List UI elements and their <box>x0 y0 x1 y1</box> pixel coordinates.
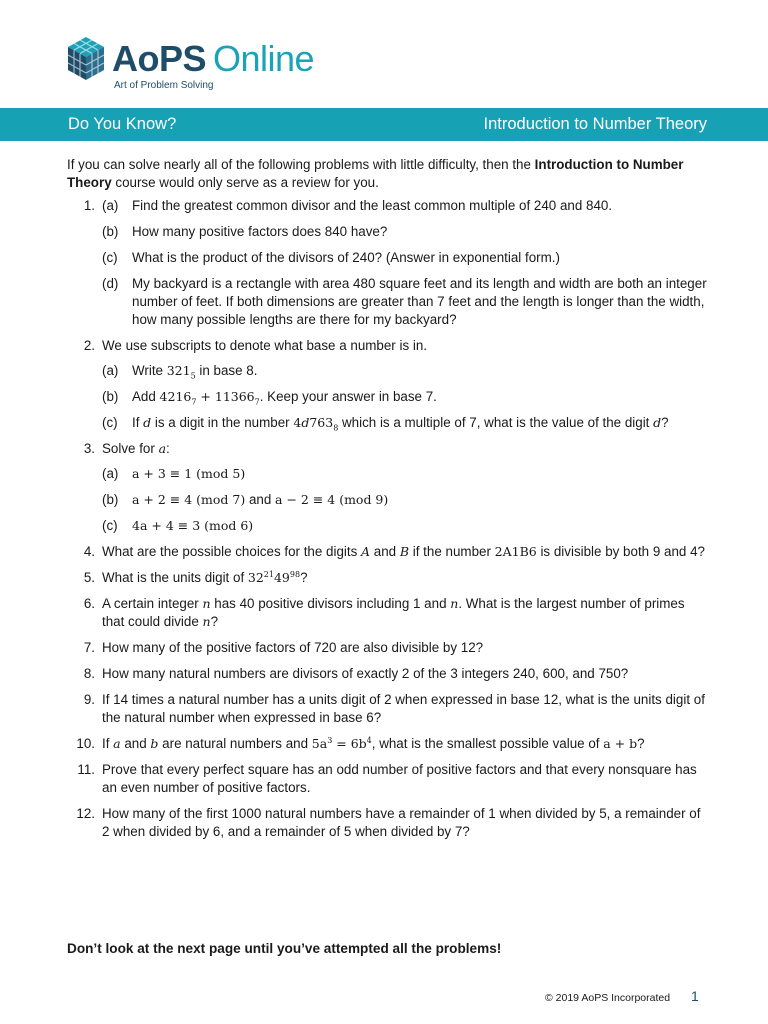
math-number: 2A1B6 <box>494 544 537 559</box>
problem-number: 9. <box>83 692 95 707</box>
subproblem-label: (b) <box>102 389 119 404</box>
subproblem-2b <box>102 388 707 406</box>
base-subscript: 5 <box>190 371 196 381</box>
math-variable: n <box>202 596 211 611</box>
math-term: 5a <box>311 736 328 751</box>
aops-cube-icon <box>66 36 106 82</box>
math-variable: b <box>150 736 159 751</box>
math-term: = 6b <box>332 736 367 751</box>
operator: + <box>196 389 215 404</box>
text-fragment: is divisible by both 9 and 4? <box>536 544 705 559</box>
copyright: © 2019 AoPS Incorporated <box>545 992 671 1004</box>
problem-3 <box>67 440 707 535</box>
math-number <box>293 415 339 433</box>
problem-number: 7. <box>83 640 95 655</box>
problem-number: 6. <box>83 596 95 611</box>
text-fragment: which is a multiple of 7, what is the value of the digit <box>338 415 654 430</box>
text-fragment: Write <box>132 363 167 378</box>
text-fragment: are natural numbers and <box>158 736 312 751</box>
math-variable: n <box>202 614 211 629</box>
subproblem-text: What is the product of the divisors of 240? (Answer in exponential form.) <box>132 250 560 265</box>
math-expression: a + b <box>603 736 638 751</box>
digits: 4216 <box>159 389 192 404</box>
exponent: 3 <box>327 735 333 745</box>
text-fragment: if the number <box>409 544 495 559</box>
text-fragment: ? <box>210 614 219 629</box>
problem-4 <box>67 543 707 561</box>
text-fragment: : <box>166 441 170 456</box>
text-fragment: and <box>370 544 400 559</box>
banner-right-title: Introduction to Number Theory <box>483 115 707 133</box>
math-expression <box>248 570 300 585</box>
subproblem-3b <box>102 491 707 509</box>
digits: 4 <box>293 415 302 430</box>
brand-bold: AoPS <box>112 38 207 79</box>
subproblem-2a <box>102 362 707 380</box>
subproblem-label: (b) <box>102 492 119 507</box>
math-variable: n <box>450 596 459 611</box>
problem-1 <box>67 197 707 329</box>
subproblem-label: (a) <box>102 466 119 481</box>
subproblem-3c <box>102 517 707 535</box>
text-fragment: has 40 positive divisors including 1 and <box>210 596 451 611</box>
math-expression <box>159 389 260 407</box>
problem-number: 10. <box>76 736 95 751</box>
problem-11 <box>67 761 707 797</box>
text-fragment: What are the possible choices for the digits <box>102 544 362 559</box>
text-fragment: ? <box>637 736 645 751</box>
math-expression: a + 3 ≡ 1 (mod 5) <box>132 466 246 481</box>
brand-light: Online <box>213 38 315 79</box>
problem-text: How many of the positive factors of 720 are also divisible by 12? <box>102 640 484 655</box>
problem-text: We use subscripts to denote what base a number is in. <box>102 338 428 353</box>
subproblem-1a <box>102 197 707 215</box>
text-fragment: in base 8. <box>195 363 258 378</box>
text-fragment: If <box>132 415 144 430</box>
math-expression: 4a + 4 ≡ 3 (mod 6) <box>132 518 254 533</box>
subproblem-label: (a) <box>102 198 119 213</box>
digits: 763 <box>309 415 334 430</box>
subproblem-label: (c) <box>102 415 118 430</box>
subproblem-label: (b) <box>102 224 119 239</box>
problem-2 <box>67 337 707 432</box>
problem-9 <box>67 691 707 727</box>
text-fragment: Add <box>132 389 160 404</box>
subproblem-1d <box>102 275 707 329</box>
subproblem-label: (d) <box>102 276 119 291</box>
problem-6 <box>67 595 707 631</box>
banner-left-title: Do You Know? <box>68 115 177 133</box>
text-fragment: , what is the smallest possible value of <box>371 736 604 751</box>
math-expression: a + 2 ≡ 4 (mod 7) <box>132 492 246 507</box>
subproblem-list <box>102 465 707 535</box>
problem-7 <box>67 639 707 657</box>
text-fragment: ? <box>300 570 308 585</box>
page-number: 1 <box>691 988 699 1004</box>
warning-note: Don’t look at the next page until you’ve attempted all the problems! <box>67 941 502 956</box>
problem-text: Solve for <box>102 441 159 456</box>
subproblem-text: Find the greatest common divisor and the least common multiple of 240 and 840. <box>132 198 613 213</box>
problem-number: 12. <box>76 806 95 821</box>
math-variable: a <box>158 441 167 456</box>
text-fragment: . What is the largest number of primes that could divide <box>102 596 685 629</box>
title-banner <box>0 108 768 141</box>
math-variable: a <box>113 736 121 751</box>
text-fragment: and <box>120 736 151 751</box>
exponent: 21 <box>263 569 274 579</box>
math-variable: B <box>399 544 410 559</box>
text-fragment: A certain integer <box>102 596 203 611</box>
digits: 11366 <box>214 389 255 404</box>
base-subscript: 7 <box>191 397 197 407</box>
problem-text: How many of the first 1000 natural numbers have a remainder of 1 when divided by 5, a remainder of 2 when divided by 6, and a remainder of 5 when divided by 7? <box>102 806 701 839</box>
subproblem-list <box>102 197 707 329</box>
problem-number: 11. <box>77 762 95 777</box>
subproblem-list <box>102 362 707 432</box>
aops-logo <box>66 36 314 91</box>
problem-number: 3. <box>83 441 95 456</box>
problem-number: 4. <box>83 544 95 559</box>
brand-tagline: Art of Problem Solving <box>114 80 214 91</box>
math-variable: A <box>361 544 371 559</box>
text-fragment: is a digit in the number <box>151 415 294 430</box>
problem-8 <box>67 665 707 683</box>
brand-name <box>112 39 314 79</box>
text-fragment: What is the units digit of <box>102 570 248 585</box>
problem-number: 2. <box>83 338 95 353</box>
problem-text: If 14 times a natural number has a units digit of 2 when expressed in base 12, what is the units digit of the natural number when expressed in base 6? <box>102 692 705 725</box>
digits: 32 <box>247 570 264 585</box>
problem-text: Prove that every perfect square has an odd number of positive factors and that every nonsquare has an even number of positive factors. <box>102 762 697 795</box>
problem-list <box>67 197 707 841</box>
problem-12 <box>67 805 707 841</box>
intro-paragraph <box>67 156 707 192</box>
subproblem-label: (a) <box>102 363 119 378</box>
math-equation <box>312 736 372 751</box>
exponent: 4 <box>366 735 372 745</box>
math-expression: a − 2 ≡ 4 (mod 9) <box>275 492 389 507</box>
digits: 49 <box>273 570 290 585</box>
problem-5 <box>67 569 707 587</box>
text-fragment: ? <box>661 415 669 430</box>
exponent: 98 <box>289 569 301 579</box>
math-variable: d <box>653 415 662 430</box>
problem-text: How many natural numbers are divisors of exactly 2 of the 3 integers 240, 600, and 750? <box>102 666 629 681</box>
problem-10 <box>67 735 707 753</box>
subproblem-1b <box>102 223 707 241</box>
intro-text: If you can solve nearly all of the following problems with little difficulty, then the <box>67 157 535 172</box>
math-number <box>166 363 196 381</box>
math-variable: d <box>143 415 152 430</box>
text-fragment: . Keep your answer in base 7. <box>259 389 437 404</box>
digits: 321 <box>166 363 191 378</box>
problem-number: 1. <box>83 198 95 213</box>
problem-number: 5. <box>83 570 95 585</box>
problem-number: 8. <box>83 666 95 681</box>
problem-sheet <box>67 156 707 849</box>
subproblem-label: (c) <box>102 250 118 265</box>
subproblem-text: My backyard is a rectangle with area 480 square feet and its length and width are both an integer number of feet. If both dimensions are greater than 7 feet and the length is longer than the width, how many possible lengths are there for my backyard? <box>132 276 707 327</box>
text-fragment: If <box>102 736 114 751</box>
subproblem-3a <box>102 465 707 483</box>
math-variable: d <box>301 415 310 430</box>
subproblem-2c <box>102 414 707 432</box>
intro-text-end: course would only serve as a review for you. <box>111 175 379 190</box>
subproblem-1c <box>102 249 707 267</box>
course-name: Introduction to Number Theory <box>67 157 684 190</box>
base-subscript: 7 <box>254 397 260 407</box>
base-subscript: 8 <box>333 423 339 433</box>
subproblem-label: (c) <box>102 518 118 533</box>
text-fragment: and <box>245 492 276 507</box>
subproblem-text: How many positive factors does 840 have? <box>132 224 388 239</box>
